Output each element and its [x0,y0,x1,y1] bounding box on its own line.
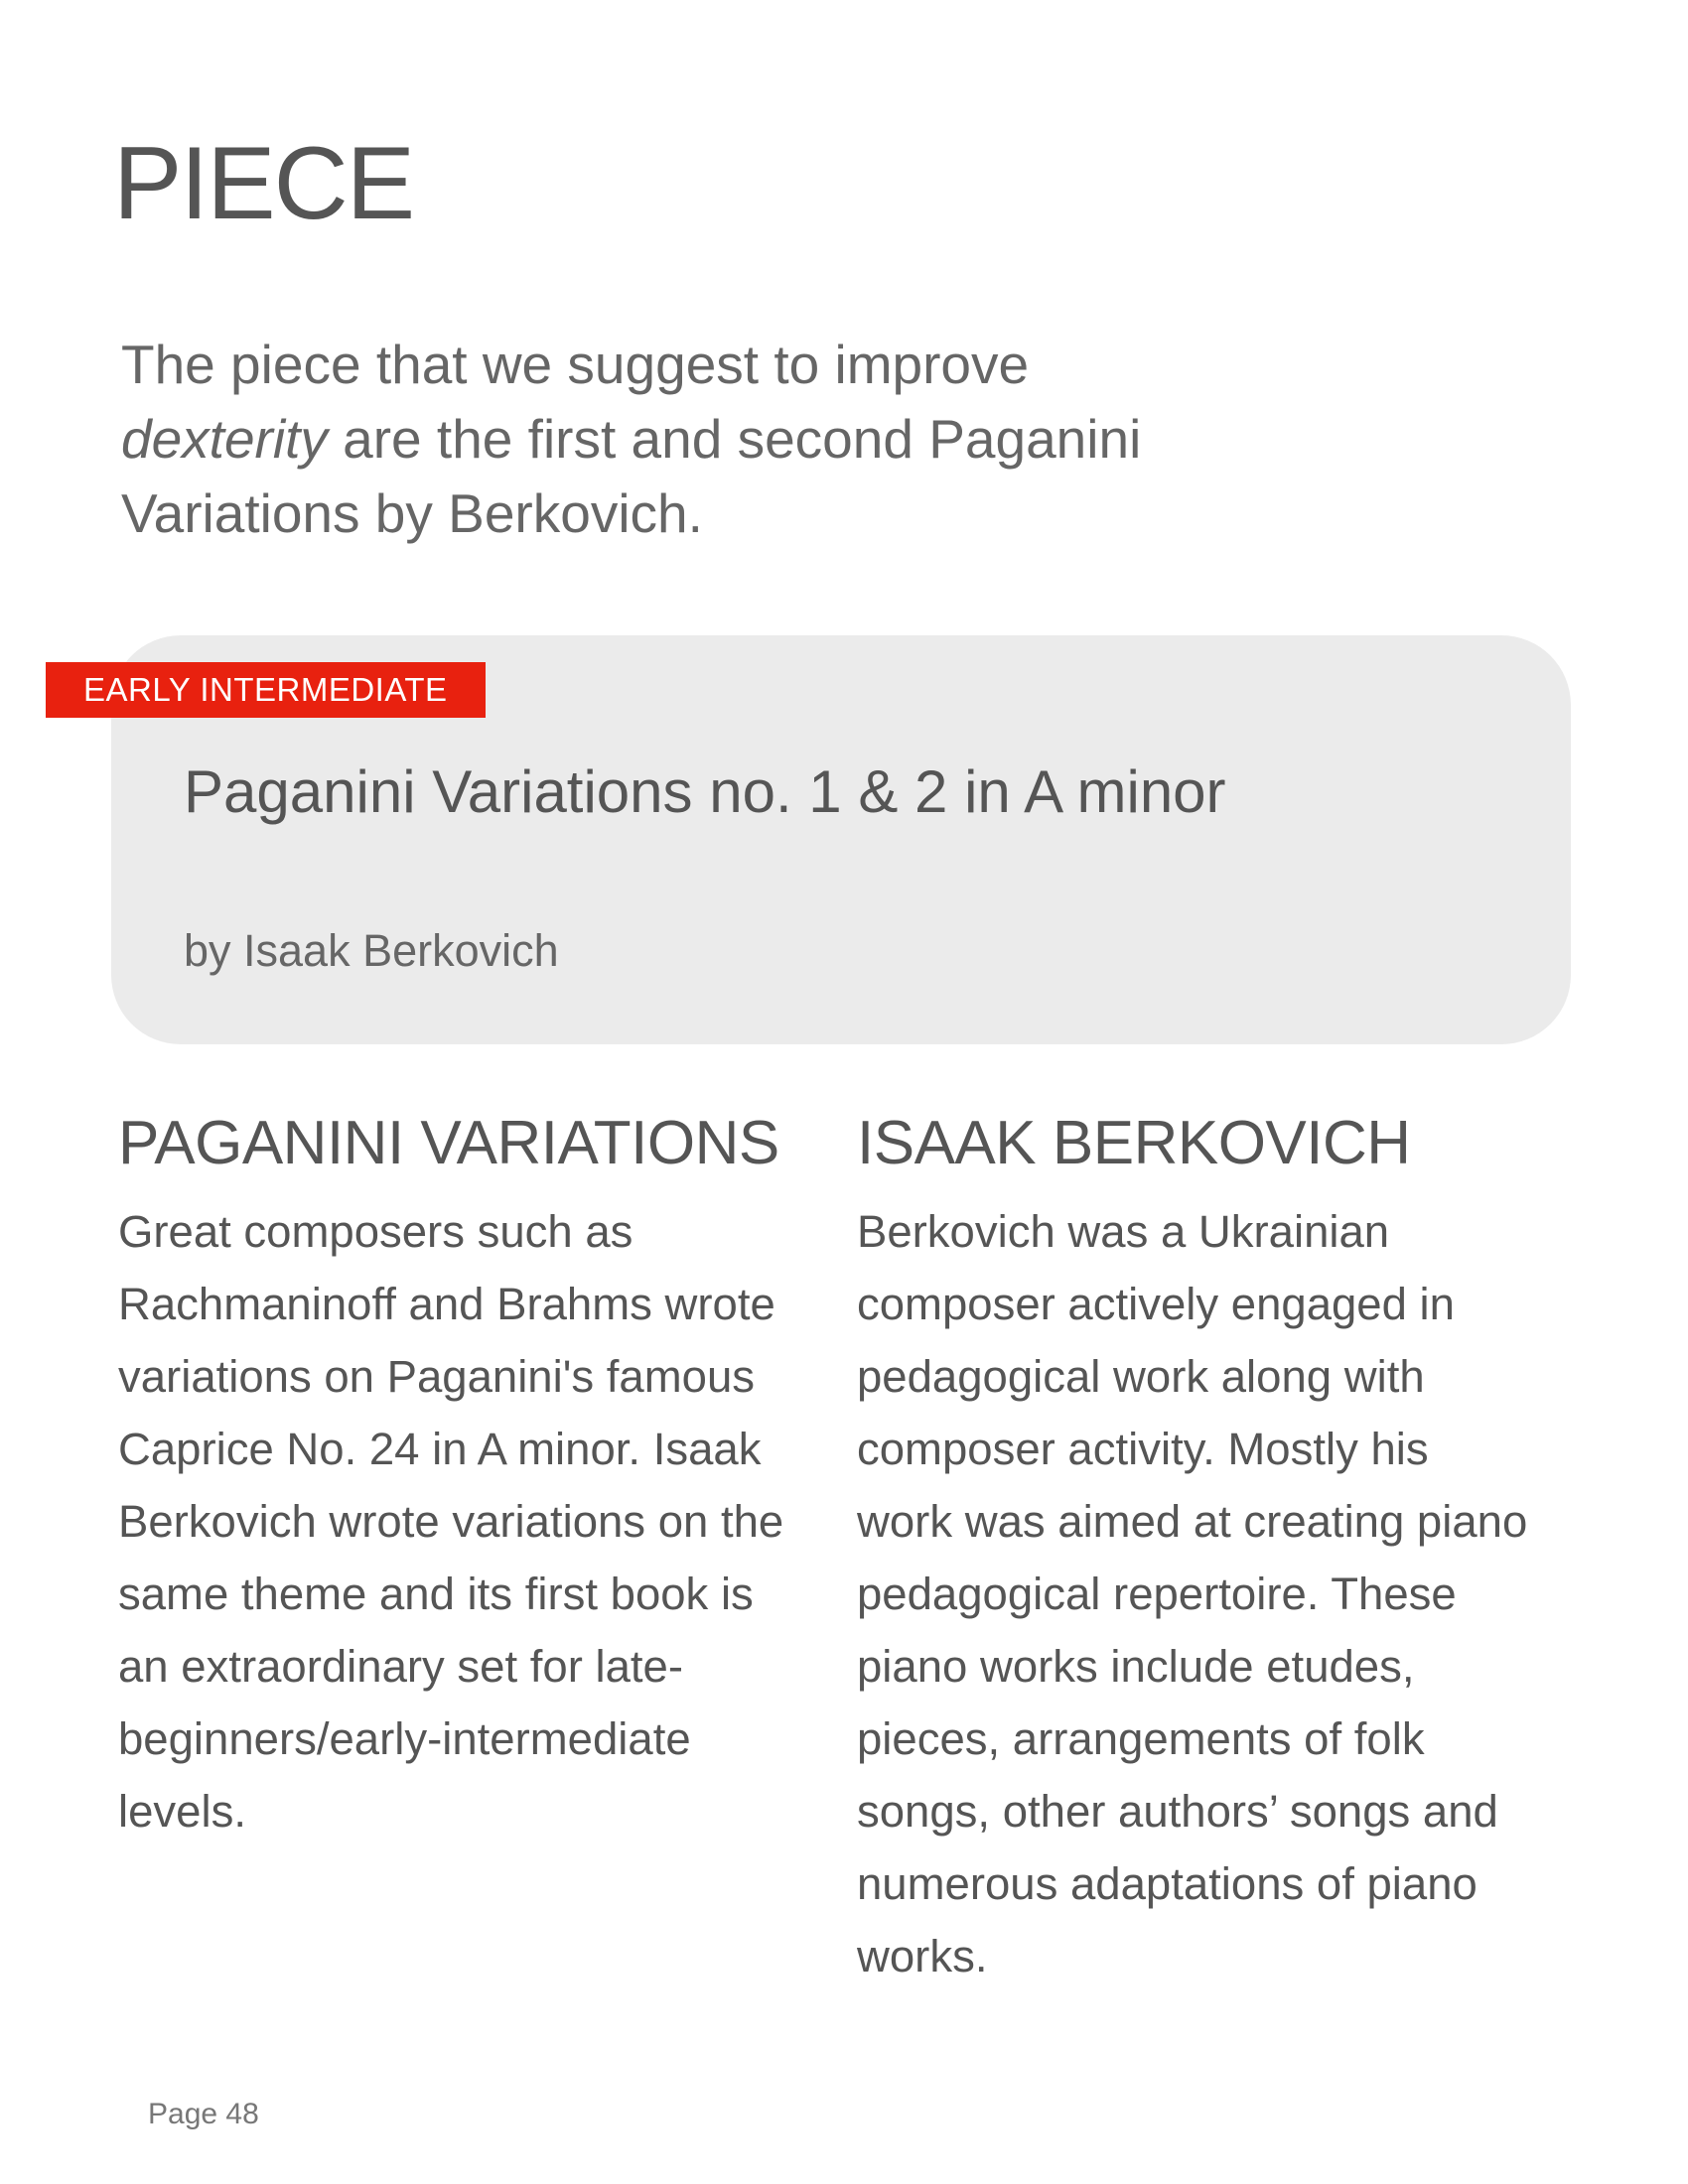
intro-text-end: are the first and second Paganini Variations by Berkovich. [121,408,1142,544]
section-paganini-variations [118,1104,793,1847]
piece-composer: by Isaak Berkovich [184,925,559,976]
intro-paragraph [121,328,1213,551]
section-isaak-berkovich [857,1104,1532,1992]
page-title: PIECE [113,126,414,241]
intro-emphasis: dexterity [121,408,328,470]
level-badge: EARLY INTERMEDIATE [46,662,486,718]
section-body: Berkovich was a Ukrainian composer actively engaged in pedagogical work along with composer activity. Mostly his work was aimed at creating piano pedagogical repertoire. These piano works include etudes, pieces, arrangements of folk songs, other authors’ songs and numerous adaptations of piano works. [857,1206,1528,1981]
section-heading: ISAAK BERKOVICH [857,1109,1411,1177]
section-body: Great composers such as Rachmaninoff and Brahms wrote variations on Paganini's famous Caprice No. 24 in A minor. Isaak Berkovich wrote variations on the same theme and its first book is an extraordinary set for late-beginners/early-intermediate levels. [118,1206,784,1837]
page-number: Page 48 [148,2098,259,2130]
piece-title: Paganini Variations no. 1 & 2 in A minor [184,758,1226,825]
intro-text-start: The piece that we suggest to improve [121,334,1030,395]
section-heading: PAGANINI VARIATIONS [118,1109,779,1177]
